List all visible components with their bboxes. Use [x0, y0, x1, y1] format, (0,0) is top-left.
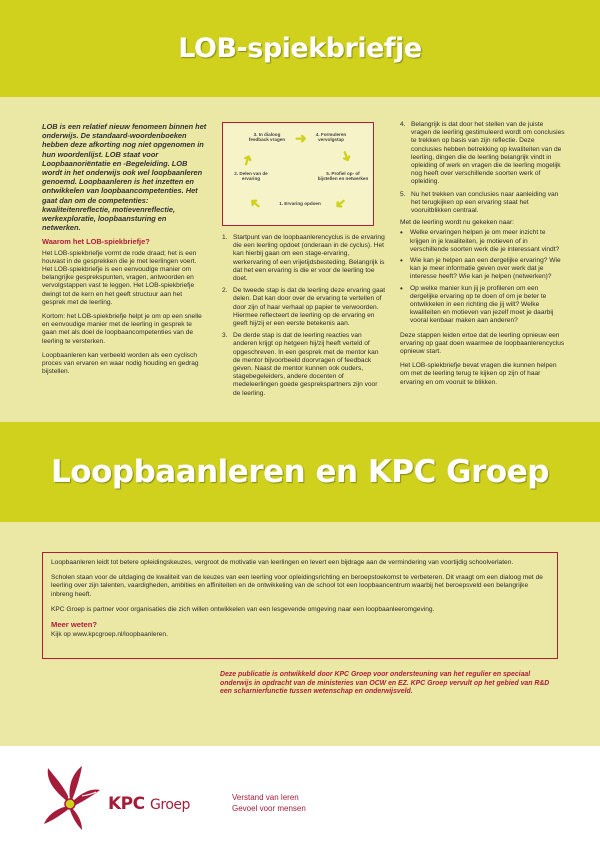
cycle-arrow-icon: ➜ [237, 151, 257, 169]
cycle-arrow-icon: ➜ [331, 194, 351, 214]
paragraph: Met de leerling wordt nu gekeken naar: [400, 219, 514, 227]
paragraph: Deze stappen leiden ertoe dat de leerling opnieuw een ervaring op gaat doen waarmee de loopbaanlerencyclus opnieuw start. [400, 331, 565, 356]
column-middle [222, 122, 386, 402]
column-right [400, 121, 565, 393]
paragraph: Het LOB-spiekbriefje vormt de rode draad; het is een houvast in de gesprekken die je met leerlingen voert. Het LOB-spiekbriefje is een eenvoudige manier om belangrijke gesprekspunten, vragen, antwoorden en vervolgstappen vast te leggen. Het LOB-spiekbriefje dwingt tot de kern en het geeft structuur aan het gesprek met de leerling. [42, 249, 197, 306]
publication-credit: Deze publicatie is ontwikkeld door KPC Groep voor ondersteuning van het regulier en speciaal onderwijs in opdracht van de ministeries van OCW en EZ. KPC Groep vervult op het gebied van R&D een scharnierfunctie tussen wetenschap en onderwijsveld. [220, 671, 550, 696]
steps-list [400, 121, 565, 215]
paragraph: Scholen staan voor de uitdaging de kwaliteit van de keuzes van een leerling voor opleidingsrichting en beroepstoekomst te verbeteren. Dit vraagt om een dialoog met de leerling over zijn talenten, vaardigheden, ambities en affiniteiten en de ontwikkeling van de school tot een loopbaancentrum waarbij het beroepsveld een belangrijke inbreng heeft. [51, 574, 543, 598]
footer [0, 746, 600, 849]
cycle-step-2: 2. Delen van de ervaring [234, 171, 268, 182]
cycle-arrow-icon: ➜ [337, 147, 357, 165]
list-item: • Welke ervaringen helpen je om meer inzicht te krijgen in je kwaliteiten, je motieven of in verschillende soorten werk die je interessant vindt? [400, 228, 560, 253]
cycle-arrow-icon: ➜ [245, 194, 265, 214]
question-list [400, 229, 565, 325]
paragraph: Het LOB-spiekbriefje bevat vragen die kunnen helpen om met de leerling terug te kijken op zijn of haar ervaring en om vooruit te blikken. [400, 362, 557, 386]
paragraph: Loopbaanleren kan verbeeld worden als een cyclisch proces van ervaren en waar nodig houding en gedrag bijstellen. [42, 351, 199, 376]
list-item: • Wie kan je helpen aan een dergelijke ervaring? Wie kan je meer informatie geven over werk dat je interesse heeft? Wie kan je helpen (netwerken)? [400, 256, 561, 281]
more-info-link[interactable]: Kijk op www.kpcgroep.nl/loopbaanleren. [51, 631, 168, 639]
header-band [0, 0, 600, 97]
section-band [0, 422, 600, 522]
list-item: 2. De tweede stap is dat de leerling deze ervaring gaat delen. Dat kan door over de ervaring te vertellen of door zijn of haar verhaal op papier te verwoorden. Hiermee reflecteert de leerling op de ervaring en geeft hij/zij er een eerste betekenis aan. [222, 287, 386, 328]
steps-list [222, 234, 386, 398]
section-subheading: Waarom het LOB-spiekbriefje? [42, 237, 150, 247]
kpc-section [0, 522, 600, 746]
tagline: Verstand van leren Gevoel voor mensen [232, 793, 306, 813]
section-title: Loopbaanleren en KPC Groep [51, 454, 549, 490]
list-item: 3. De derde stap is dat de leerling reacties van anderen krijgt op hetgeen hij/zij heeft verteld of opgeschreven. In een gesprek met de mentor kan de mentor bijvoorbeeld doorvragen of feedback geven. Naast de mentor kunnen ook ouders, stagebegeleiders, andere docenten of medeleerlingen goede gesprekspartners zijn voor de leerling. [222, 332, 379, 397]
intro-text: LOB is een relatief nieuw fenomeen binnen het onderwijs. De standaard-woordenboeken hebben deze afkorting nog niet opgenomen in hun woordenlijst. LOB staat voor Loopbaanoriëntatie en -Begeleiding. LOB wordt in het onderwijs ook wel loopbaanleren genoemd. Loopbaanleren is het inzetten en ontwikkelen van loopbaancompetenties. Het gaat dan om de competenties: kwaliteitenreflectie, motievenreflectie, werkexploratie, loopbaansturing en netwerken. [42, 122, 207, 233]
page-title: LOB-spiekbriefje [178, 33, 422, 64]
info-box [42, 552, 558, 659]
cycle-step-4: 4. Formuleren vervolgstap [315, 132, 347, 143]
lob-section [0, 97, 600, 422]
list-item: 5. Nu het trekken van conclusies naar aanleiding van het terugkijken op een ervaring staat het vooruitblikken centraal. [400, 190, 559, 215]
list-item: 4. Belangrijk is dat door het stellen van de juiste vragen de leerling gestimuleerd wordt om conclusies te trekken op basis van zijn reflectie. Deze conclusies hebben betrekking op kwaliteiten van de leerling, dingen die de leerling belangrijk vindt in opleiding of werk en vragen die de leerling mogelijk nog heeft over verschillende soorten werk of opleiding. [400, 121, 565, 186]
more-info-heading: Meer weten? [51, 620, 97, 630]
column-left [42, 122, 207, 382]
cycle-step-3: 3. In dialoog feedback vragen [248, 132, 286, 143]
paragraph: Kortom: het LOB-spiekbriefje helpt je om op een snelle en eenvoudige manier met de leerling in gesprek te gaan met als doel de loopbaancompetenties van de leerling te versterken. [42, 313, 202, 345]
paragraph: Loopbaanleren leidt tot betere opleidingskeuzes, vergroot de motivatie van leerlingen en levert een bijdrage aan de vermindering van voortijdig schoolverlaten. [51, 559, 514, 566]
list-item: 1. Startpunt van de loopbaanlerencyclus is de ervaring die een leerling opdoet (onderaan in de cyclus). Het kan hierbij gaan om een stage-ervaring, werkervaring of een vrijetijdsbesteding. Belangrijk is dat het een ervaring is die er voor de leerling toe doet. [222, 234, 385, 283]
cycle-arrow-icon: ➜ [295, 130, 307, 146]
logo-wordmark: KPC Groep [108, 794, 190, 814]
cycle-diagram [222, 122, 374, 226]
cycle-step-1: 1. Ervaring opdoen [279, 201, 321, 206]
cycle-step-5: 5. Profiel op- of bijstellen en netwerken [317, 171, 369, 182]
list-item: • Op welke manier kun jij je profileren om een dergelijke ervaring op te doen of om je beter te ontwikkelen in een richting die jij wilt? Welke kwaliteiten en motieven van jezelf moet je daarbij vooral kenbaar maken aan anderen? [400, 283, 554, 325]
paragraph: KPC Groep is partner voor organisaties die zich willen ontwikkelen van een lesgevende omgeving naar een loopbaanleeromgeving. [51, 605, 435, 613]
kpc-logo-icon [38, 762, 102, 832]
